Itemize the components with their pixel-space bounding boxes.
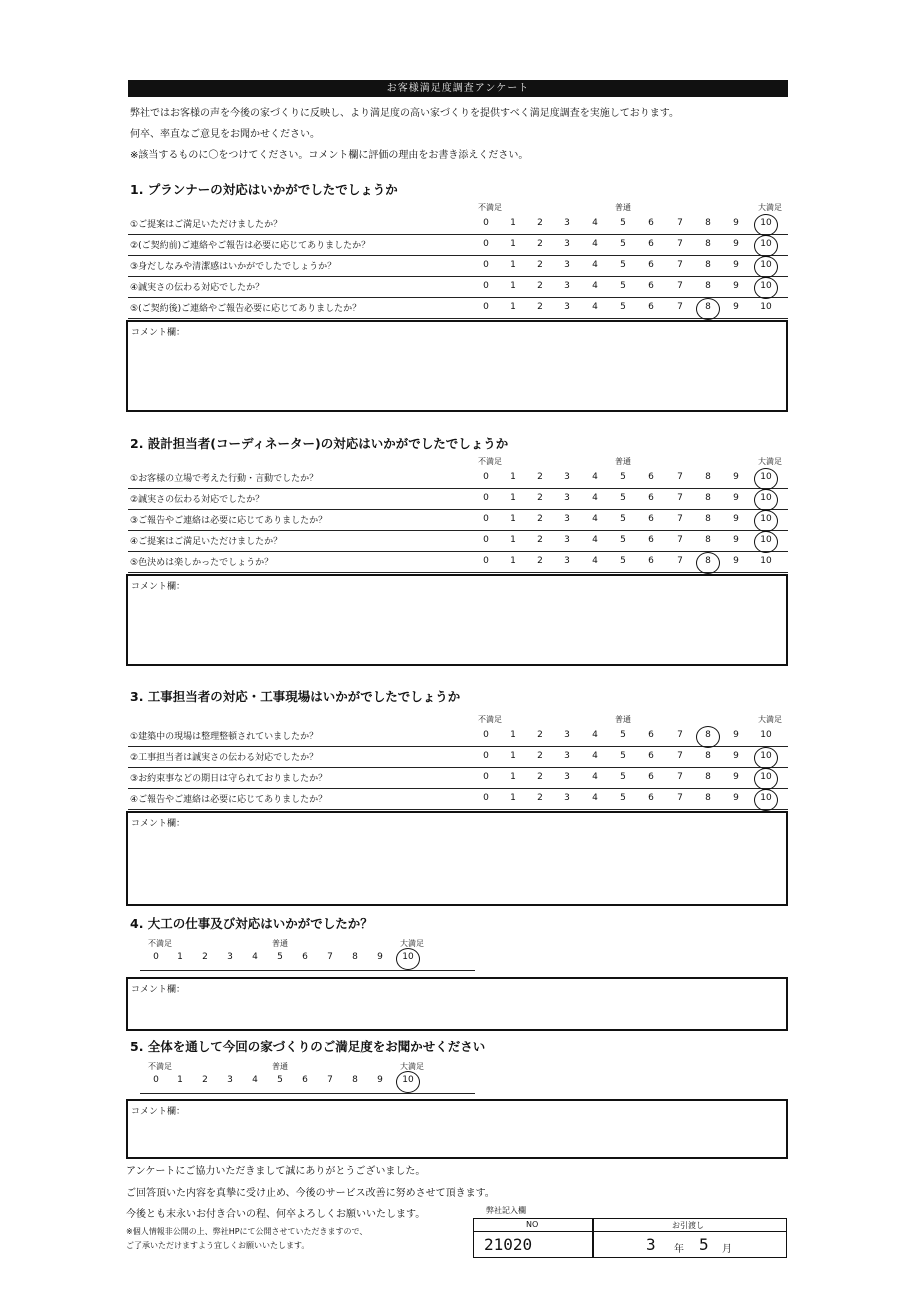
scale-option-4[interactable]: 4 xyxy=(592,535,598,545)
scale-option-9[interactable]: 9 xyxy=(377,952,383,962)
scale-option-6[interactable]: 6 xyxy=(648,239,654,249)
scale-option-1[interactable]: 1 xyxy=(510,751,516,761)
scale-option-4[interactable]: 4 xyxy=(252,1075,258,1085)
scale-option-3[interactable]: 3 xyxy=(564,302,570,312)
scale-option-6[interactable]: 6 xyxy=(648,493,654,503)
scale-option-10[interactable]: 10 xyxy=(402,952,414,962)
scale-option-3[interactable]: 3 xyxy=(227,1075,233,1085)
scale-option-0[interactable]: 0 xyxy=(483,535,489,545)
scale-option-7[interactable]: 7 xyxy=(327,1075,333,1085)
selected-answer-circle xyxy=(754,510,778,532)
scale-option-5[interactable]: 5 xyxy=(620,772,626,782)
scale-option-0[interactable]: 0 xyxy=(483,218,489,228)
section-3-comment-label: コメント欄： xyxy=(131,819,186,829)
footer-note-1: ※個人情報非公開の上、弊社HPにて公開させていただきますので、 xyxy=(126,1227,368,1236)
scale-option-2[interactable]: 2 xyxy=(537,730,543,740)
scale-option-2[interactable]: 2 xyxy=(537,493,543,503)
scale-option-6[interactable]: 6 xyxy=(648,556,654,566)
company-field-label: 弊社記入欄 xyxy=(486,1206,526,1215)
scale-option-4[interactable]: 4 xyxy=(592,751,598,761)
scale-option-0[interactable]: 0 xyxy=(153,1075,159,1085)
scale-option-7[interactable]: 7 xyxy=(677,239,683,249)
scale-option-9[interactable]: 9 xyxy=(733,302,739,312)
scale-option-10[interactable]: 10 xyxy=(760,535,772,545)
scale-option-6[interactable]: 6 xyxy=(648,772,654,782)
section-5-scale-low: 不満足 xyxy=(148,1062,172,1071)
scale-option-8[interactable]: 8 xyxy=(705,751,711,761)
scale-option-2[interactable]: 2 xyxy=(202,1075,208,1085)
section-5-title: 5. 全体を通して今回の家づくりのご満足度をお聞かせください xyxy=(130,1039,486,1054)
scale-option-6[interactable]: 6 xyxy=(648,218,654,228)
month-unit: 月 xyxy=(722,1244,732,1255)
scale-option-10[interactable]: 10 xyxy=(760,218,772,228)
scale-option-5[interactable]: 5 xyxy=(277,952,283,962)
scale-option-5[interactable]: 5 xyxy=(620,793,626,803)
scale-option-10[interactable]: 10 xyxy=(760,493,772,503)
scale-option-4[interactable]: 4 xyxy=(592,472,598,482)
month-value: 5 xyxy=(699,1235,709,1254)
scale-option-8[interactable]: 8 xyxy=(705,793,711,803)
scale-option-7[interactable]: 7 xyxy=(677,772,683,782)
section-3-question-label: ③お約束事などの期日は守られておりましたか？ xyxy=(130,774,328,784)
scale-option-5[interactable]: 5 xyxy=(620,218,626,228)
scale-option-0[interactable]: 0 xyxy=(483,260,489,270)
section-4-scale-high: 大満足 xyxy=(400,939,424,948)
section-4-scale-underline xyxy=(140,970,475,971)
scale-option-5[interactable]: 5 xyxy=(620,472,626,482)
section-3-scale-mid: 普通 xyxy=(615,715,631,724)
section-1-title: 1. プランナーの対応はいかがでしたでしょうか xyxy=(130,182,398,197)
scale-option-7[interactable]: 7 xyxy=(677,556,683,566)
scale-option-2[interactable]: 2 xyxy=(537,472,543,482)
section-2-question-label: ⑤色決めは楽しかったでしょうか？ xyxy=(130,558,274,568)
scale-option-10[interactable]: 10 xyxy=(760,472,772,482)
selected-answer-circle xyxy=(754,789,778,811)
scale-option-9[interactable]: 9 xyxy=(733,772,739,782)
section-2-question-label: ①お客様の立場で考えた行動・言動でしたか？ xyxy=(130,474,319,484)
section-1-comment-box[interactable] xyxy=(126,320,788,412)
scale-option-9[interactable]: 9 xyxy=(733,472,739,482)
scale-option-1[interactable]: 1 xyxy=(510,730,516,740)
scale-option-5[interactable]: 5 xyxy=(620,751,626,761)
scale-option-8[interactable]: 8 xyxy=(705,535,711,545)
scale-option-4[interactable]: 4 xyxy=(592,772,598,782)
scale-option-6[interactable]: 6 xyxy=(648,793,654,803)
scale-option-7[interactable]: 7 xyxy=(677,218,683,228)
scale-option-10[interactable]: 10 xyxy=(760,260,772,270)
company-field-table xyxy=(473,1218,787,1258)
scale-option-0[interactable]: 0 xyxy=(153,952,159,962)
scale-option-4[interactable]: 4 xyxy=(592,239,598,249)
section-5-scale-underline xyxy=(140,1093,475,1094)
scale-option-6[interactable]: 6 xyxy=(648,281,654,291)
scale-option-9[interactable]: 9 xyxy=(733,239,739,249)
scale-option-4[interactable]: 4 xyxy=(592,493,598,503)
section-4-scale-low: 不満足 xyxy=(148,939,172,948)
scale-option-6[interactable]: 6 xyxy=(648,302,654,312)
scale-option-9[interactable]: 9 xyxy=(377,1075,383,1085)
scale-option-8[interactable]: 8 xyxy=(705,730,711,740)
footer-line-2: ご回答頂いた内容を真摯に受け止め、今後のサービス改善に努めさせて頂きます。 xyxy=(126,1188,495,1199)
selected-answer-circle xyxy=(696,726,720,748)
scale-option-5[interactable]: 5 xyxy=(620,493,626,503)
scale-option-1[interactable]: 1 xyxy=(510,302,516,312)
scale-option-8[interactable]: 8 xyxy=(705,493,711,503)
scale-option-8[interactable]: 8 xyxy=(705,260,711,270)
scale-option-9[interactable]: 9 xyxy=(733,281,739,291)
scale-option-0[interactable]: 0 xyxy=(483,730,489,740)
section-1-question-row xyxy=(128,235,788,256)
scale-option-6[interactable]: 6 xyxy=(648,535,654,545)
scale-option-10[interactable]: 10 xyxy=(402,1075,414,1085)
scale-option-8[interactable]: 8 xyxy=(705,239,711,249)
scale-option-7[interactable]: 7 xyxy=(677,493,683,503)
scale-option-7[interactable]: 7 xyxy=(677,793,683,803)
section-1-question-label: ②(ご契約前)ご連絡やご報告は必要に応じてありましたか？ xyxy=(130,241,371,251)
scale-option-8[interactable]: 8 xyxy=(352,952,358,962)
survey-title: お客様満足度調査アンケート xyxy=(128,80,788,97)
scale-option-6[interactable]: 6 xyxy=(648,472,654,482)
scale-option-8[interactable]: 8 xyxy=(705,302,711,312)
scale-option-0[interactable]: 0 xyxy=(483,772,489,782)
section-4-comment-label: コメント欄： xyxy=(131,985,186,995)
section-2-scale-high: 大満足 xyxy=(758,457,782,466)
scale-option-3[interactable]: 3 xyxy=(564,218,570,228)
scale-option-2[interactable]: 2 xyxy=(537,535,543,545)
scale-option-10[interactable]: 10 xyxy=(760,281,772,291)
scale-option-5[interactable]: 5 xyxy=(620,281,626,291)
section-2-question-label: ②誠実さの伝わる対応でしたか？ xyxy=(130,495,265,505)
scale-option-10[interactable]: 10 xyxy=(760,239,772,249)
selected-answer-circle xyxy=(754,747,778,769)
scale-option-2[interactable]: 2 xyxy=(537,772,543,782)
section-1-question-label: ①ご提案はご満足いただけましたか？ xyxy=(130,220,283,230)
scale-option-1[interactable]: 1 xyxy=(510,472,516,482)
section-3-question-label: ④ご報告やご連絡は必要に応じてありましたか？ xyxy=(130,795,328,805)
selected-answer-circle xyxy=(754,768,778,790)
scale-option-1[interactable]: 1 xyxy=(510,260,516,270)
scale-option-9[interactable]: 9 xyxy=(733,793,739,803)
scale-option-1[interactable]: 1 xyxy=(510,772,516,782)
scale-option-3[interactable]: 3 xyxy=(564,730,570,740)
scale-option-2[interactable]: 2 xyxy=(202,952,208,962)
section-2-comment-label: コメント欄： xyxy=(131,582,186,592)
scale-option-2[interactable]: 2 xyxy=(537,302,543,312)
scale-option-5[interactable]: 5 xyxy=(620,302,626,312)
scale-option-2[interactable]: 2 xyxy=(537,260,543,270)
section-2-question-label: ④ご提案はご満足いただけましたか？ xyxy=(130,537,283,547)
year-unit: 年 xyxy=(674,1244,684,1255)
handover-label: お引渡し xyxy=(672,1221,704,1230)
scale-option-3[interactable]: 3 xyxy=(564,751,570,761)
scale-option-2[interactable]: 2 xyxy=(537,751,543,761)
selected-answer-circle xyxy=(754,277,778,299)
section-1-comment-label: コメント欄： xyxy=(131,328,186,338)
scale-option-8[interactable]: 8 xyxy=(705,772,711,782)
scale-option-5[interactable]: 5 xyxy=(620,260,626,270)
scale-option-2[interactable]: 2 xyxy=(537,556,543,566)
scale-option-7[interactable]: 7 xyxy=(677,302,683,312)
section-3-question-row xyxy=(128,789,788,810)
scale-option-1[interactable]: 1 xyxy=(177,1075,183,1085)
scale-option-0[interactable]: 0 xyxy=(483,239,489,249)
selected-answer-circle xyxy=(754,235,778,257)
scale-option-3[interactable]: 3 xyxy=(564,556,570,566)
scale-option-6[interactable]: 6 xyxy=(648,751,654,761)
section-1-question-row xyxy=(128,256,788,277)
section-3-question-row xyxy=(128,768,788,789)
section-3-question-label: ②工事担当者は誠実さの伝わる対応でしたか？ xyxy=(130,753,319,763)
section-1-scale-high: 大満足 xyxy=(758,203,782,212)
section-1-question-row xyxy=(128,298,788,319)
scale-option-9[interactable]: 9 xyxy=(733,751,739,761)
scale-option-5[interactable]: 5 xyxy=(620,535,626,545)
scale-option-9[interactable]: 9 xyxy=(733,218,739,228)
scale-option-9[interactable]: 9 xyxy=(733,493,739,503)
scale-option-5[interactable]: 5 xyxy=(620,556,626,566)
scale-option-0[interactable]: 0 xyxy=(483,514,489,524)
scale-option-4[interactable]: 4 xyxy=(592,281,598,291)
section-2-title: 2. 設計担当者(コーディネーター)の対応はいかがでしたでしょうか xyxy=(130,436,509,451)
scale-option-9[interactable]: 9 xyxy=(733,260,739,270)
section-4-title: 4. 大工の仕事及び対応はいかがでしたか？ xyxy=(130,916,373,931)
section-3-scale-high: 大満足 xyxy=(758,715,782,724)
section-5-comment-box[interactable] xyxy=(126,1099,788,1159)
section-2-question-row xyxy=(128,531,788,552)
section-5-comment-label: コメント欄： xyxy=(131,1107,186,1117)
scale-option-6[interactable]: 6 xyxy=(302,1075,308,1085)
scale-option-0[interactable]: 0 xyxy=(483,793,489,803)
scale-option-7[interactable]: 7 xyxy=(677,472,683,482)
scale-option-10[interactable]: 10 xyxy=(760,556,772,566)
scale-option-4[interactable]: 4 xyxy=(592,302,598,312)
section-2-comment-box[interactable] xyxy=(126,574,788,666)
scale-option-7[interactable]: 7 xyxy=(327,952,333,962)
section-3-scale-low: 不満足 xyxy=(478,715,502,724)
footer-note-2: ご了承いただけますよう宜しくお願いいたします。 xyxy=(126,1241,310,1250)
scale-option-2[interactable]: 2 xyxy=(537,218,543,228)
section-3-question-row xyxy=(128,747,788,768)
scale-option-1[interactable]: 1 xyxy=(177,952,183,962)
scale-option-8[interactable]: 8 xyxy=(705,218,711,228)
section-2-question-label: ③ご報告やご連絡は必要に応じてありましたか？ xyxy=(130,516,328,526)
scale-option-7[interactable]: 7 xyxy=(677,730,683,740)
section-1-scale-low: 不満足 xyxy=(478,203,502,212)
scale-option-1[interactable]: 1 xyxy=(510,281,516,291)
scale-option-8[interactable]: 8 xyxy=(705,556,711,566)
section-1-scale-mid: 普通 xyxy=(615,203,631,212)
section-2-question-row xyxy=(128,468,788,489)
scale-option-10[interactable]: 10 xyxy=(760,302,772,312)
scale-option-3[interactable]: 3 xyxy=(564,772,570,782)
scale-option-0[interactable]: 0 xyxy=(483,281,489,291)
section-2-question-row xyxy=(128,489,788,510)
section-1-question-row xyxy=(128,214,788,235)
scale-option-4[interactable]: 4 xyxy=(592,218,598,228)
scale-option-9[interactable]: 9 xyxy=(733,556,739,566)
section-4-comment-box[interactable] xyxy=(126,977,788,1031)
section-1-question-label: ⑤(ご契約後)ご連絡やご報告必要に応じてありましたか？ xyxy=(130,304,362,314)
scale-option-1[interactable]: 1 xyxy=(510,493,516,503)
selected-answer-circle xyxy=(396,948,420,970)
section-1-question-label: ④誠実さの伝わる対応でしたか？ xyxy=(130,283,265,293)
no-value: 21020 xyxy=(484,1235,533,1254)
year-value: 3 xyxy=(646,1235,656,1254)
scale-option-3[interactable]: 3 xyxy=(564,472,570,482)
scale-option-4[interactable]: 4 xyxy=(592,793,598,803)
scale-option-3[interactable]: 3 xyxy=(564,260,570,270)
scale-option-3[interactable]: 3 xyxy=(564,514,570,524)
scale-option-6[interactable]: 6 xyxy=(648,514,654,524)
scale-option-3[interactable]: 3 xyxy=(564,535,570,545)
section-3-title: 3. 工事担当者の対応・工事現場はいかがでしたでしょうか xyxy=(130,689,461,704)
scale-option-0[interactable]: 0 xyxy=(483,751,489,761)
scale-option-4[interactable]: 4 xyxy=(592,514,598,524)
scale-option-6[interactable]: 6 xyxy=(648,730,654,740)
intro-line-1: 弊社ではお客様の声を今後の家づくりに反映し、より満足度の高い家づくりを提供すべく満足度調査を実施しております。 xyxy=(130,108,679,119)
scale-option-1[interactable]: 1 xyxy=(510,535,516,545)
scale-option-2[interactable]: 2 xyxy=(537,514,543,524)
scale-option-10[interactable]: 10 xyxy=(760,730,772,740)
no-label: NO xyxy=(526,1220,539,1229)
scale-option-3[interactable]: 3 xyxy=(227,952,233,962)
scale-option-7[interactable]: 7 xyxy=(677,514,683,524)
footer-line-1: アンケートにご協力いただきまして誠にありがとうございました。 xyxy=(126,1166,426,1177)
scale-option-5[interactable]: 5 xyxy=(620,730,626,740)
selected-answer-circle xyxy=(696,298,720,320)
scale-option-10[interactable]: 10 xyxy=(760,514,772,524)
scale-option-8[interactable]: 8 xyxy=(352,1075,358,1085)
selected-answer-circle xyxy=(754,468,778,490)
section-2-scale-low: 不満足 xyxy=(478,457,502,466)
scale-option-9[interactable]: 9 xyxy=(733,535,739,545)
section-4-scale-mid: 普通 xyxy=(272,939,288,948)
scale-option-7[interactable]: 7 xyxy=(677,281,683,291)
scale-option-10[interactable]: 10 xyxy=(760,772,772,782)
scale-option-8[interactable]: 8 xyxy=(705,472,711,482)
scale-option-2[interactable]: 2 xyxy=(537,281,543,291)
section-1-question-row xyxy=(128,277,788,298)
intro-line-3: ※該当するものに〇をつけてください。コメント欄に評価の理由をお書き添えください。 xyxy=(130,150,529,161)
selected-answer-circle xyxy=(754,214,778,236)
scale-option-4[interactable]: 4 xyxy=(592,260,598,270)
scale-option-10[interactable]: 10 xyxy=(760,751,772,761)
scale-option-5[interactable]: 5 xyxy=(620,239,626,249)
scale-option-0[interactable]: 0 xyxy=(483,556,489,566)
scale-option-4[interactable]: 4 xyxy=(592,730,598,740)
scale-option-8[interactable]: 8 xyxy=(705,281,711,291)
scale-option-7[interactable]: 7 xyxy=(677,260,683,270)
scale-option-0[interactable]: 0 xyxy=(483,472,489,482)
scale-option-4[interactable]: 4 xyxy=(252,952,258,962)
footer-line-3: 今後とも末永いお付き合いの程、何卒よろしくお願いいたします。 xyxy=(126,1209,426,1220)
scale-option-0[interactable]: 0 xyxy=(483,493,489,503)
scale-option-7[interactable]: 7 xyxy=(677,751,683,761)
section-5-scale-mid: 普通 xyxy=(272,1062,288,1071)
scale-option-10[interactable]: 10 xyxy=(760,793,772,803)
selected-answer-circle xyxy=(396,1071,420,1093)
section-2-question-row xyxy=(128,510,788,531)
scale-option-6[interactable]: 6 xyxy=(648,260,654,270)
selected-answer-circle xyxy=(696,552,720,574)
section-1-question-label: ③身だしなみや清潔感はいかがでしたでしょうか？ xyxy=(130,262,337,272)
scale-option-4[interactable]: 4 xyxy=(592,556,598,566)
scale-option-1[interactable]: 1 xyxy=(510,514,516,524)
section-5-scale-high: 大満足 xyxy=(400,1062,424,1071)
selected-answer-circle xyxy=(754,256,778,278)
scale-option-1[interactable]: 1 xyxy=(510,556,516,566)
scale-option-2[interactable]: 2 xyxy=(537,239,543,249)
scale-option-1[interactable]: 1 xyxy=(510,239,516,249)
section-2-question-row xyxy=(128,552,788,573)
scale-option-7[interactable]: 7 xyxy=(677,535,683,545)
scale-option-6[interactable]: 6 xyxy=(302,952,308,962)
scale-option-1[interactable]: 1 xyxy=(510,218,516,228)
scale-option-5[interactable]: 5 xyxy=(277,1075,283,1085)
scale-option-3[interactable]: 3 xyxy=(564,239,570,249)
scale-option-3[interactable]: 3 xyxy=(564,793,570,803)
section-2-scale-mid: 普通 xyxy=(615,457,631,466)
scale-option-1[interactable]: 1 xyxy=(510,793,516,803)
section-3-question-row xyxy=(128,726,788,747)
scale-option-8[interactable]: 8 xyxy=(705,514,711,524)
selected-answer-circle xyxy=(754,531,778,553)
intro-line-2: 何卒、率直なご意見をお聞かせください。 xyxy=(130,129,320,140)
section-3-question-label: ①建築中の現場は整理整頓されていましたか？ xyxy=(130,732,319,742)
selected-answer-circle xyxy=(754,489,778,511)
scale-option-3[interactable]: 3 xyxy=(564,281,570,291)
scale-option-0[interactable]: 0 xyxy=(483,302,489,312)
scale-option-2[interactable]: 2 xyxy=(537,793,543,803)
scale-option-5[interactable]: 5 xyxy=(620,514,626,524)
scale-option-3[interactable]: 3 xyxy=(564,493,570,503)
scale-option-9[interactable]: 9 xyxy=(733,730,739,740)
scale-option-9[interactable]: 9 xyxy=(733,514,739,524)
section-3-comment-box[interactable] xyxy=(126,811,788,906)
